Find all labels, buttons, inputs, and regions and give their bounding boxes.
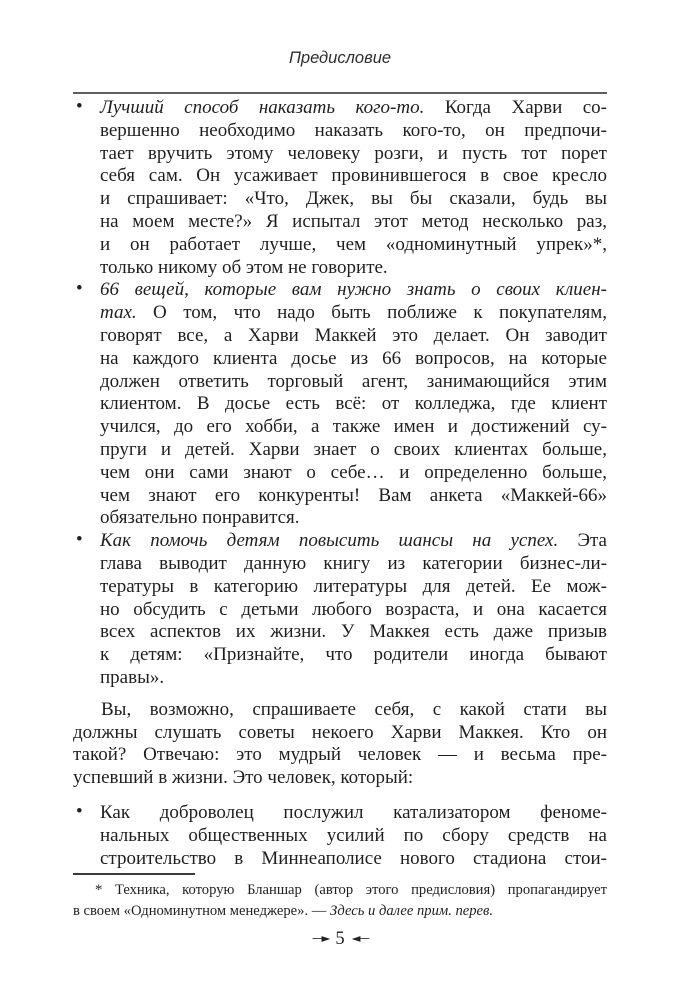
text-line xyxy=(100,393,607,416)
text-line xyxy=(100,530,607,553)
intro-paragraph xyxy=(73,699,607,790)
body-text: чем знают его конкуренты! Вам анкета «Маккей-66» xyxy=(100,484,607,506)
text-line xyxy=(100,439,607,462)
text-line xyxy=(100,97,607,120)
text-line xyxy=(100,257,607,280)
text-line xyxy=(100,143,607,166)
body-text: к детям: «Признайте, что родители иногда бывают xyxy=(100,644,607,666)
bullet-best-way-to-punish xyxy=(73,97,607,279)
body-text: О том, что надо быть поближе к покупателям, xyxy=(136,302,607,324)
body-text: успевший в жизни. Это человек, который: xyxy=(73,767,414,789)
bullet-help-children xyxy=(73,530,607,690)
emphasis-text: Лучший способ наказать кого-то. xyxy=(100,97,425,118)
body-text: себя сам. Он усаживает провинившегося в свое кресло xyxy=(100,165,607,187)
body-text: должен ответить торговый агент, занимающийся этим xyxy=(100,370,607,392)
bullet-66-things xyxy=(73,279,607,530)
body-text: и он работает лучше, чем «одноминутный упрек»*, xyxy=(100,233,607,255)
body-text: правы». xyxy=(100,666,165,688)
left-arrow-ornament-icon: —► xyxy=(312,931,329,946)
right-arrow-ornament-icon: ◄— xyxy=(351,931,368,946)
text-line xyxy=(100,825,607,848)
body-text: строительство в Миннеаполисе нового стадиона стои- xyxy=(100,847,607,869)
text-line xyxy=(100,234,607,257)
footnote-rule xyxy=(73,873,195,875)
text-line xyxy=(100,165,607,188)
body-text: вершенно необходимо наказать кого-то, он предпочи- xyxy=(100,119,607,141)
text-line xyxy=(100,507,607,530)
emphasis-text: Как помочь детям повысить шансы на успех. xyxy=(100,530,559,552)
body-text: тает вручить этому человеку розги, и пусть тот порет xyxy=(100,142,607,164)
emphasis-text: тах. xyxy=(100,302,137,324)
text-line xyxy=(100,802,607,825)
text-line xyxy=(100,325,607,348)
text-line xyxy=(100,120,607,143)
text-line xyxy=(100,188,607,211)
body-text: на моем месте?» Я испытал этот метод несколько раз, xyxy=(100,210,607,232)
text-line xyxy=(73,767,607,790)
body-text: * Техника, которую Бланшар (автор этого предисловия) пропагандирует xyxy=(95,882,607,899)
running-head: Предисловие xyxy=(288,49,392,67)
body-text: и спрашивает: «Что, Джек, вы бы сказали, будь вы xyxy=(100,188,607,210)
text-line xyxy=(73,722,607,745)
body-text: Когда Харви со- xyxy=(424,97,608,118)
emphasis-text: 66 вещей, которые вам нужно знать о своих клиен- xyxy=(100,279,607,301)
text-line xyxy=(100,599,607,622)
page-number-row xyxy=(73,929,607,950)
body-text: всех аспектов их жизни. У Маккея есть даже призыв xyxy=(100,621,607,643)
text-line xyxy=(100,211,607,234)
text-line xyxy=(100,553,607,576)
text-line xyxy=(100,644,607,667)
body-text: тературы в категорию литературы для детей. Ее мож- xyxy=(100,575,607,597)
body-text: должны слушать советы некоего Харви Маккея. Кто он xyxy=(73,721,607,743)
text-line xyxy=(73,699,607,722)
text-line xyxy=(73,880,607,901)
bullet-volunteer xyxy=(73,802,607,870)
body-text: такой? Отвечаю: это мудрый человек — и весьма пре- xyxy=(73,744,607,766)
bullet-marker: • xyxy=(76,278,83,300)
bullet-marker: • xyxy=(76,800,83,822)
body-text: только никому об этом не говорите. xyxy=(100,256,388,278)
text-line xyxy=(73,744,607,767)
text-line xyxy=(100,576,607,599)
body-text: клиентом. В досье есть всё: от колледжа, где клиент xyxy=(100,393,607,415)
body-text: в своем «Одноминутном менеджере». — xyxy=(73,903,330,920)
body-text: на каждого клиента досье из 66 вопросов, на которые xyxy=(100,347,607,369)
book-page xyxy=(73,0,607,950)
text-line xyxy=(100,667,607,690)
text-line xyxy=(100,848,607,871)
body-text: Вы, возможно, спрашиваете себя, с какой стати вы xyxy=(101,698,607,720)
emphasis-text: Здесь и далее прим. перев. xyxy=(330,903,494,920)
body-text: Эта xyxy=(558,530,607,552)
body-text: обязательно понравится. xyxy=(100,507,300,529)
page-content xyxy=(73,94,607,922)
footnote xyxy=(73,873,607,922)
body-text: учился, до его хобби, а также имен и достижений су- xyxy=(100,416,607,438)
text-line xyxy=(100,279,607,302)
bullet-marker: • xyxy=(76,529,83,551)
body-text: глава выводит данную книгу из категории бизнес-ли- xyxy=(100,552,607,574)
text-line xyxy=(100,485,607,508)
body-text: говорят все, а Харви Маккей это делает. Он заводит xyxy=(100,324,607,346)
page-number: 5 xyxy=(335,929,345,950)
body-text: Как доброволец послужил катализатором феноме- xyxy=(100,801,607,823)
body-text: пруги и детей. Харви знает о своих клиентах больше, xyxy=(100,438,607,460)
body-text: нальных общественных усилий по сбору средств на xyxy=(100,824,607,846)
body-text: чем они сами знают о себе… и определенно больше, xyxy=(100,461,607,483)
text-line xyxy=(100,371,607,394)
text-line xyxy=(73,901,607,922)
text-line xyxy=(100,462,607,485)
text-line xyxy=(100,621,607,644)
text-line xyxy=(100,348,607,371)
text-line xyxy=(100,302,607,325)
text-line xyxy=(100,416,607,439)
body-text: но обсудить с детьми любого возраста, и она касается xyxy=(100,598,607,620)
bullet-marker: • xyxy=(76,96,83,117)
